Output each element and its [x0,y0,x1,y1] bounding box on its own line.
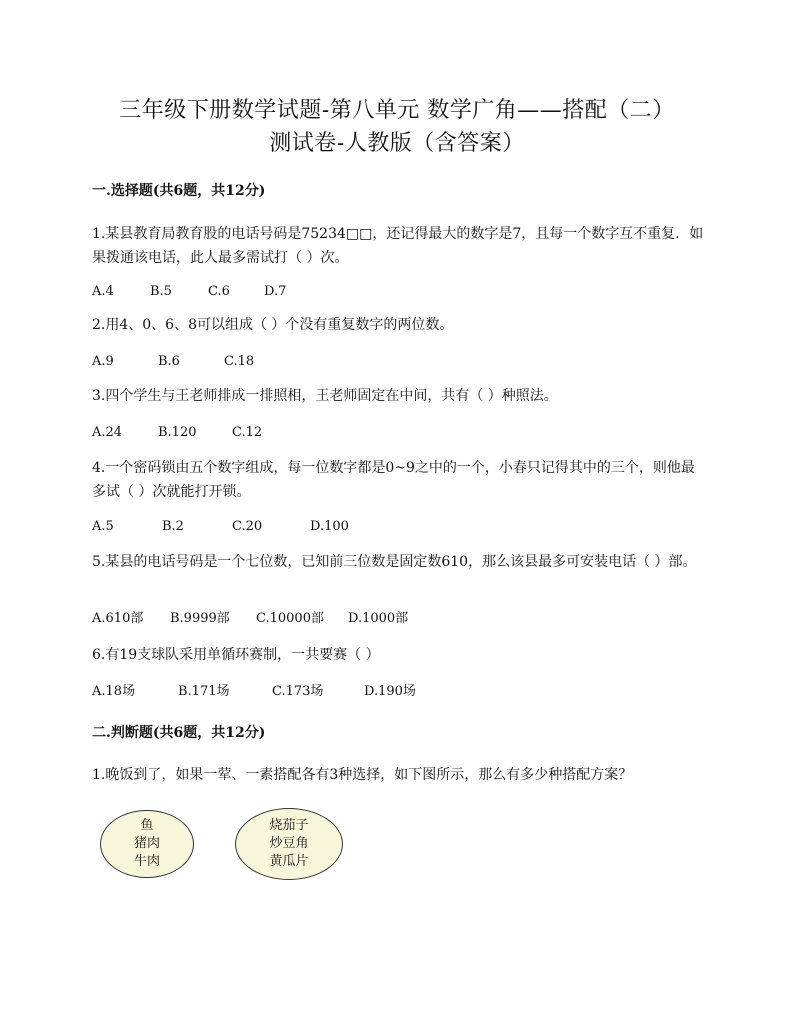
section-heading-choice: 一.选择题(共6题，共12分) [92,183,266,199]
option-b: B.6 [158,354,180,369]
question-5-text: 5.某县的电话号码是一个七位数，已知前三位数是固定数610，那么该县最多可安装电话（ ）部。 [92,554,697,570]
veg-item: 烧茄子 [269,818,309,833]
veg-item: 炒豆角 [269,836,309,851]
option-c: C.10000部 [256,611,324,626]
option-c: C.20 [232,519,263,534]
option-b: B.2 [162,519,184,534]
option-c: C.18 [224,354,255,369]
veg-options-ellipse [235,808,343,880]
option-d: D.7 [264,284,287,299]
option-a: A.24 [92,425,123,440]
doc-title-line2: 测试卷-人教版（含答案） [269,131,525,156]
question-3-options [92,423,262,443]
option-d: D.190场 [364,684,416,699]
option-d: D.1000部 [348,611,409,626]
question-1-options [92,282,286,302]
question-1-text: 1.某县教育局教育股的电话号码是75234□□，还记得最大的数字是7，且每一个数字互不重复．如果拨通该电话，此人最多需试打（ ）次。 [92,226,704,266]
option-b: B.171场 [178,684,230,699]
question-6-options [92,682,416,702]
question-4-options [92,517,349,537]
question-2-text: 2.用4、0、6、8可以组成（ ）个没有重复数字的两位数。 [92,317,454,333]
question-4-text: 4.一个密码锁由五个数字组成，每一位数字都是0~9之中的一个，小春只记得其中的三个，则他最多试（ ）次就能打开锁。 [92,460,695,500]
option-a: A.9 [92,354,114,369]
option-b: B.120 [158,425,197,440]
option-d: D.100 [310,519,349,534]
question-6-text: 6.有19支球队采用单循环赛制，一共要赛（ ） [92,647,380,663]
section-heading-judge: 二.判断题(共6题，共12分) [92,725,266,741]
option-c: C.173场 [272,684,324,699]
doc-title-line1: 三年级下册数学试题-第八单元 数学广角——搭配（二） [119,98,675,123]
question-5-options [92,609,408,629]
meat-item: 猪肉 [133,836,160,851]
veg-item: 黄瓜片 [269,854,309,869]
meat-item: 牛肉 [133,854,160,869]
meat-item: 鱼 [140,818,154,833]
question-3-text: 3.四个学生与王老师排成一排照相，王老师固定在中间，共有（ ）种照法。 [92,388,558,404]
option-a: A.610部 [92,611,144,626]
option-b: B.5 [150,284,172,299]
option-c: C.12 [232,425,263,440]
option-a: A.5 [92,519,114,534]
option-b: B.9999部 [170,611,230,626]
option-c: C.6 [208,284,230,299]
judge-1-text: 1.晚饭到了，如果一荤、一素搭配各有3种选择，如下图所示，那么有多少种搭配方案？ [92,767,633,783]
option-a: A.4 [92,284,114,299]
question-2-options [92,352,254,372]
meat-options-ellipse [100,810,194,878]
option-a: A.18场 [92,684,136,699]
